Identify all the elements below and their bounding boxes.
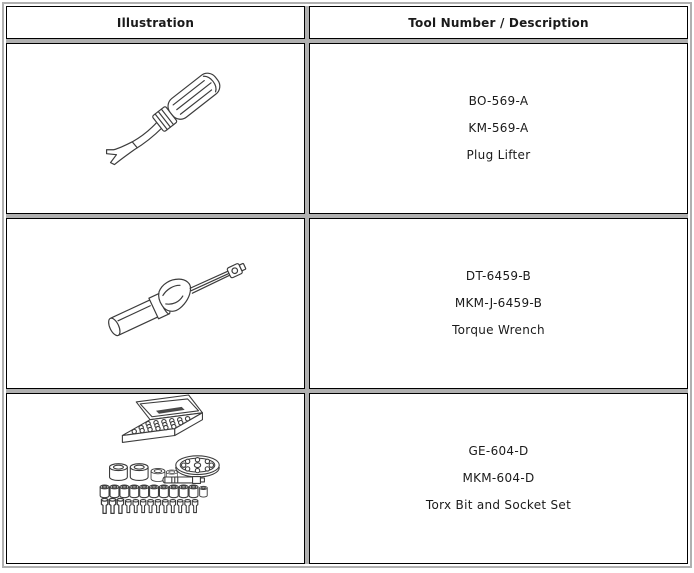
illustration-cell-torque-wrench: [6, 218, 305, 389]
tool-description: Torx Bit and Socket Set: [425, 498, 572, 512]
header-illustration-column: Illustration: [6, 6, 305, 39]
tool-number-primary: GE-604-D: [468, 444, 529, 458]
tool-number-secondary: MKM-J-6459-B: [454, 296, 543, 310]
illustration-cell-plug-lifter: [6, 43, 305, 214]
description-cell-torx-set: [309, 393, 688, 564]
illustration-cell-torx-set: [6, 393, 305, 564]
tool-description: Plug Lifter: [466, 148, 531, 162]
tool-description: Torque Wrench: [452, 323, 545, 337]
description-cell-torque-wrench: [309, 218, 688, 389]
tool-number-secondary: MKM-604-D: [462, 471, 535, 485]
tool-number-primary: BO-569-A: [468, 94, 529, 108]
torque-wrench-illustration: [7, 219, 304, 388]
tool-number-secondary: KM-569-A: [468, 121, 529, 135]
tool-table-grid: [6, 6, 688, 564]
plug-lifter-illustration: [7, 44, 304, 213]
header-tool-number-column: Tool Number / Description: [309, 6, 688, 39]
description-cell-plug-lifter: [309, 43, 688, 214]
torx-bit-and-socket-set-illustration: [7, 394, 304, 563]
tool-table: [2, 2, 692, 568]
tool-number-primary: DT-6459-B: [465, 269, 532, 283]
